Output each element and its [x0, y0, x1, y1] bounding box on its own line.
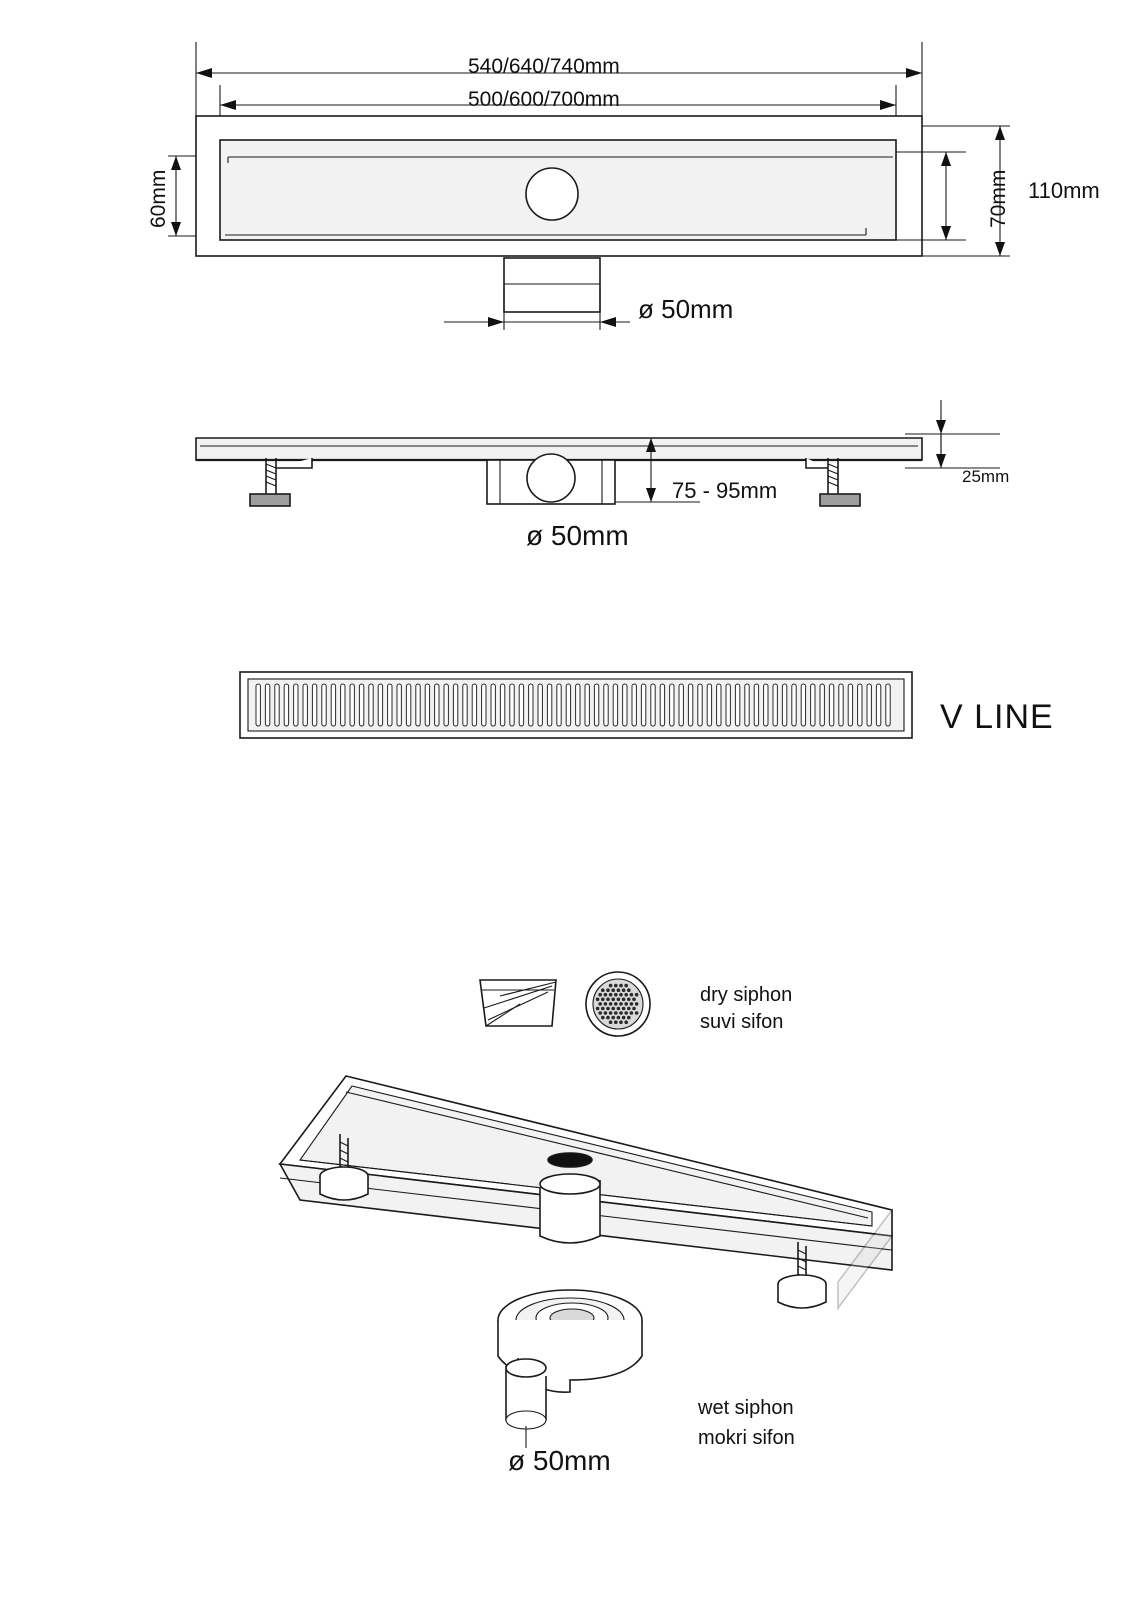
dimension-left-height: [168, 156, 196, 236]
dry-siphon-drawing: [0, 960, 1131, 1070]
dry-siphon-cap: [586, 972, 650, 1036]
wet-siphon-outlet-pipe: [506, 1359, 546, 1429]
height-range-label: 75 - 95mm: [672, 478, 778, 503]
isometric-channel-drawing: [0, 1060, 1131, 1310]
inner-length-label: 500/600/700mm: [468, 88, 620, 111]
wet-siphon-label-line2: mokri sifon: [698, 1427, 795, 1449]
side-view-drawing: [0, 390, 1131, 590]
left-height-label: 60mm: [147, 169, 170, 228]
dry-siphon-label-line1: dry siphon: [700, 984, 793, 1006]
overall-length-label: 540/640/740mm: [468, 55, 620, 78]
right-overall-height-label: 110mm: [1028, 178, 1100, 203]
dry-siphon-insert: [480, 980, 556, 1026]
side-outlet-body: [487, 454, 615, 504]
side-outlet-diameter-label: ø 50mm: [526, 520, 629, 551]
outlet-stub: [504, 258, 600, 312]
adjustable-leg-right: [806, 458, 860, 506]
wet-siphon-diameter-label: ø 50mm: [508, 1445, 611, 1476]
adjustable-leg-left: [250, 458, 312, 506]
dry-siphon-label-line2: suvi sifon: [700, 1011, 784, 1033]
right-inner-height-label: 70mm: [987, 169, 1010, 228]
wet-siphon-label-line1: wet siphon: [698, 1397, 794, 1419]
top-outlet-diameter-label: ø 50mm: [638, 294, 734, 324]
plate-thickness-label: 25mm: [962, 467, 1010, 486]
model-label: V LINE: [940, 698, 1054, 736]
